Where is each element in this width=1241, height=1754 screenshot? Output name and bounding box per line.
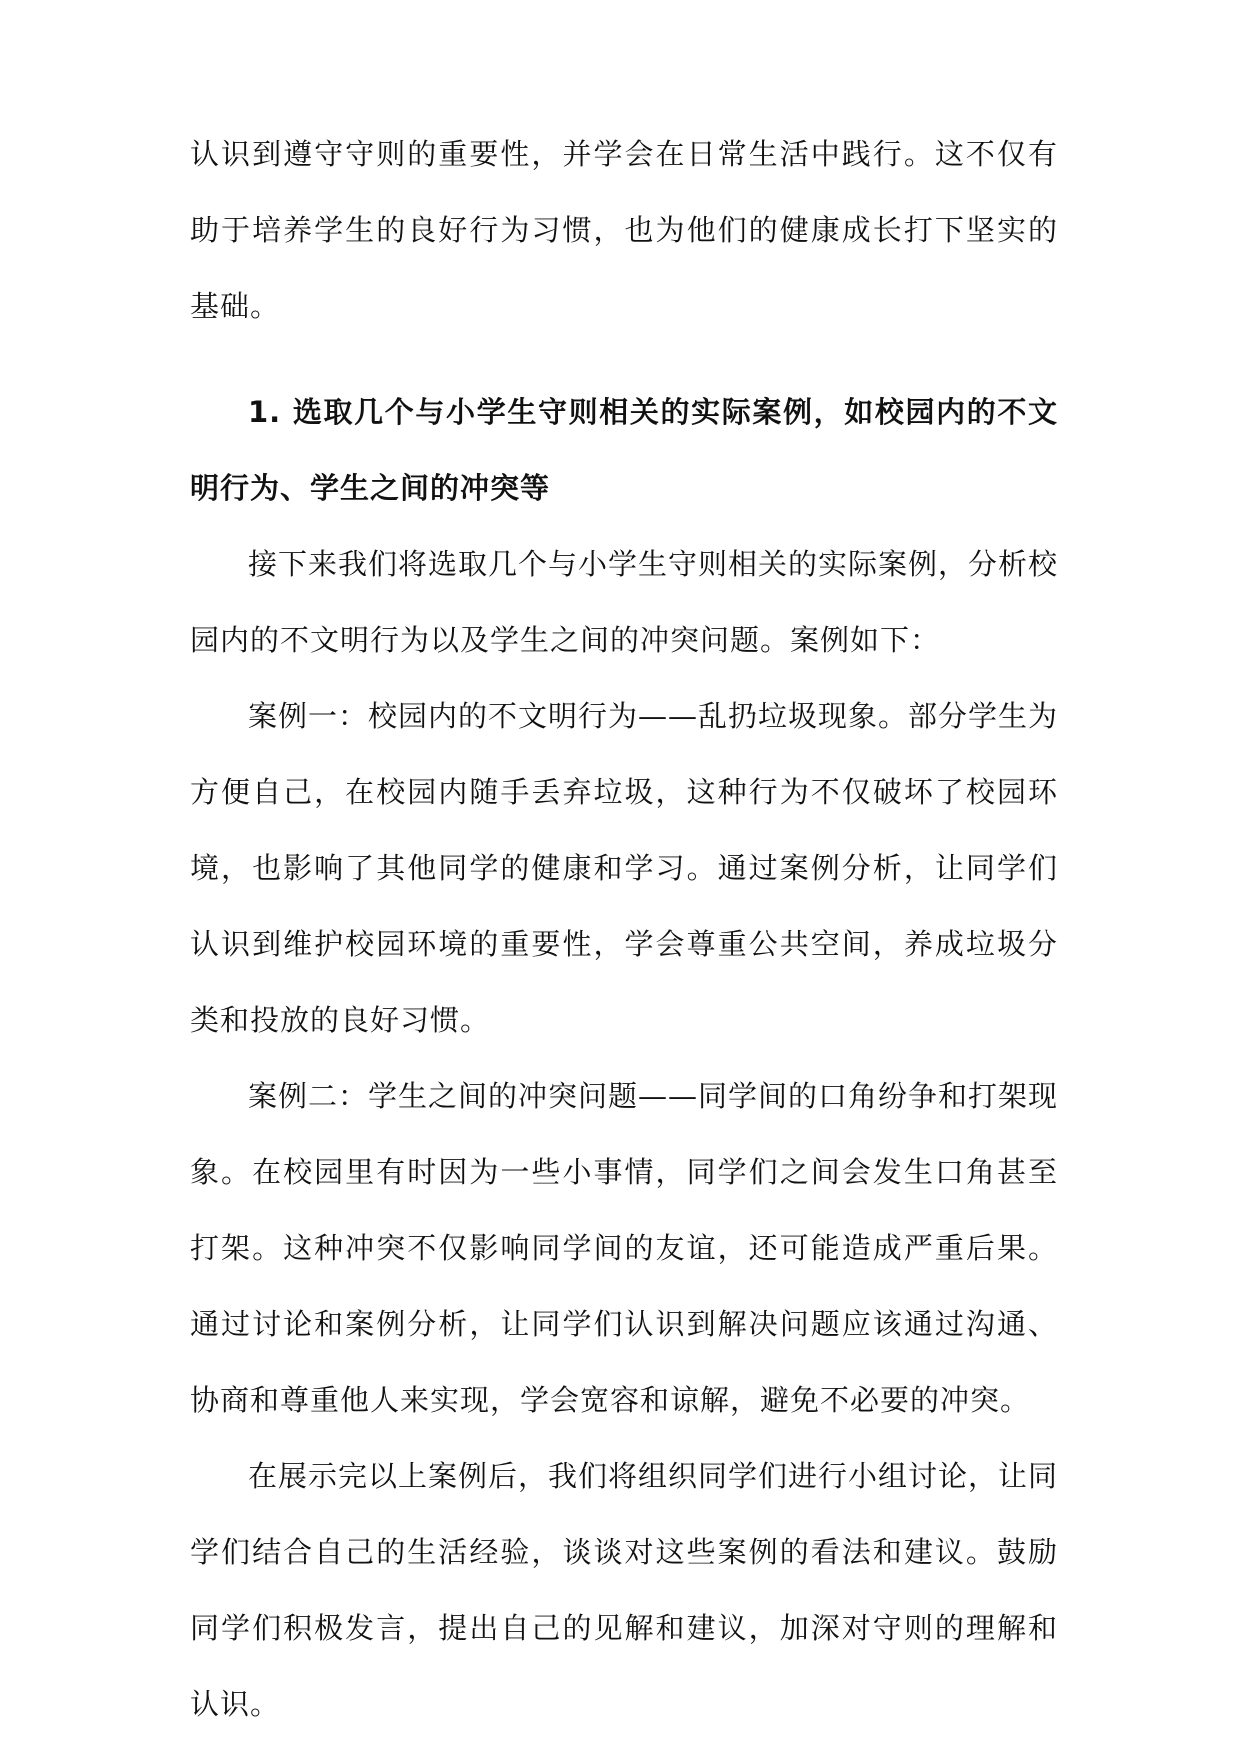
paragraph-case-one: 案例一：校园内的不文明行为——乱扔垃圾现象。部分学生为方便自己，在校园内随手丢弃垃圾，这种行为不仅破坏了校园环境，也影响了其他同学的健康和学习。通过案例分析，让同学们认识到维护校园环境的重要性，学会尊重公共空间，养成垃圾分类和投放的良好习惯。 <box>190 699 1059 1037</box>
document-body <box>190 116 1058 1742</box>
section-heading: 1. 选取几个与小学生守则相关的实际案例，如校园内的不文明行为、学生之间的冲突等 <box>190 395 1058 505</box>
paragraph-introduction-cases: 接下来我们将选取几个与小学生守则相关的实际案例，分析校园内的不文明行为以及学生之间的冲突问题。案例如下： <box>190 547 1059 657</box>
paragraph-intro: 认识到遵守守则的重要性，并学会在日常生活中践行。这不仅有助于培养学生的良好行为习惯，也为他们的健康成长打下坚实的基础。 <box>190 137 1058 323</box>
paragraph-case-two: 案例二：学生之间的冲突问题——同学间的口角纷争和打架现象。在校园里有时因为一些小事情，同学们之间会发生口角甚至打架。这种冲突不仅影响同学间的友谊，还可能造成严重后果。通过讨论和案例分析，让同学们认识到解决问题应该通过沟通、协商和尊重他人来实现，学会宽容和谅解，避免不必要的冲突。 <box>190 1079 1059 1417</box>
spacer <box>190 344 1058 374</box>
paragraph-discussion: 在展示完以上案例后，我们将组织同学们进行小组讨论，让同学们结合自己的生活经验，谈谈对这些案例的看法和建议。鼓励同学们积极发言，提出自己的见解和建议，加深对守则的理解和认识。 <box>190 1459 1059 1721</box>
